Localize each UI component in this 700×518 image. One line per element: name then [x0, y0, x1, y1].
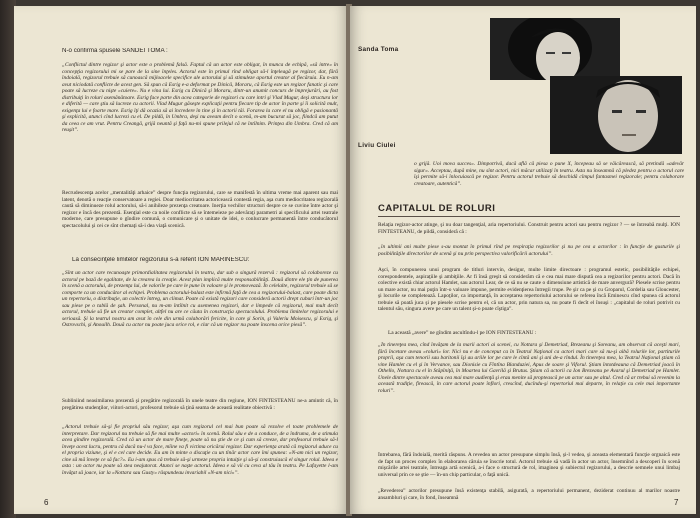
caption-sanda-toma: Sanda Toma	[358, 46, 399, 53]
quote-ultimii: „în ultimii ani multe piese s-au montat în primul rînd pe respiraţia regizorilor şi nu pe cea a actorilor : în funcţie de gusturile şi posibilităţile directorilor de scenă şi nu prin perspectiva valorificării actorului”.	[378, 244, 680, 257]
page-number-right: 7	[674, 498, 679, 507]
photo-liviu-ciulei	[550, 76, 682, 154]
paragraph-inertia: Recrudescenţa acelor „mentalităţi arhaice” despre funcţia regizorului, care se manifestă în ultima vreme mai aparent sau mai latent, denotă o reacţie conservatoare a regiei. Doar mediocritatea actoricească contestă regia, aşa cum mediocritatea regizorală caută să diminueze rolul actorului, să-i anihileze prezenţa creatoare. Inerţia vechilor structuri despre ce se cuvine între actor şi regizor e încă des prezentă. Esenţial este ca noile conflicte să se întemeieze pe adevăraţi parametri ai specificului artei teatrale moderne, care presupune o gîndire comună, o comunicare şi o unitate de idei, o conlucrare permanentă între conducătorul spectacolului şi cei ce sînt chemaţi să-i dea viaţă scenică.	[62, 190, 338, 229]
paragraph-relatia: Relaţia regizor-actor atinge, şi nu doar tangenţial, aria repertoriului. Construit pentru actori sau pentru regizor ? — se întreabă mulţi. ION FINTESTEANU, de pildă, consideră că :	[378, 222, 680, 235]
paragraph-intrebarea: Întrebarea, fără îndoială, merită răspuns. A revedea un actor presupune simplu însă, şi-l vedea, şi aceasta elementară funcţie orgnaică este de fapt un proces complex în elaborarea căruia se înscrie totul. Actorul trebuie să vadă în actor un actor, însemnînd a descoperi în scenă mişcările artei teatrale, întreaga artă scenică, a-i face o structură de rol, imaginea şi subiectul regizorului, a descrie semnele unui limbaj universal prin ce se ştie — în-un chip particular, o faţă unică.	[378, 452, 680, 478]
marinescu-intro: La consecinţele limitelor regizorului s-a referit ION MARINESCU:	[72, 257, 250, 263]
paragraph-subtle: Subliniind neasimilarea prezentă şi pregătire regizorală în unele teatre din regiune, ION FINTESTEANU ne-a amintit că, în pregătirea studenţilor, viitori-actori, profesorul trebuie să ţină seama de această realitate obiectivă :	[62, 398, 338, 411]
left-page	[14, 6, 348, 514]
paragraph-avere: La această „avere” ne gîndim ascultîndu-l pe ION FINTESTEANU :	[388, 330, 537, 336]
quote-tinerete: „În tinereţea mea, cînd învăţam de la marii actori ai scenei, cu Nottara şi Demetriad, Brezeanu şi Soreanu, am observat că aceşti mari, fără încetare aveau «roluri» lor. Nici nu e de conceput ca în Teatrul Naţional ca actori mari care să nu-şi aibă rolurile lor, partiturile proprii, aşa cum tenorii sau baritonii îşi au ariile lor pe care le cîntă ani şi ani de-a rîndul. În tinereţea mea, la Teatrul Naţional ştiam că vine Hamlet cu el şi în Vervanov, sau Dionisie cu Fîntîna Blanduziei, Apus de soare şi Viforul. Ştiam întotdeauna că Demetriad joacă în Othello, Nottara cu el în Stăpîniţă, în Moartea lui Gavrilă şi Brutus. Ştiam că actorii ca Ion Brezeanu pe Avarul şi Demetriad pe Hamlet. Unele dintre spectacole aveau cea mai mare audienţă şi erau menite să proptească pe un actor sau pe altul. Cred că ar trebui să revenim la această tradiţie, firească, în care actorul poate înflori, crescînd, ducîndu-şi repertoriul mai departe, în relaţie cu cele mai importante roluri”.	[378, 342, 680, 394]
page-number-left: 6	[44, 498, 49, 507]
quote-marinescu: „Sînt un actor care recunoaşte primordialitatea regizorului în teatru, dar sub o singură rezervă : regizorul să colaboreze cu actorul pe bază de egalitate, de la crearea la creaţie. Acest plan implică multe responsabilităţi. Două dintre ele ţin de punerea în scenă a actorului, de prezenţa lui, de valorile pe care le pune în valoare şi le promovează. În celelalte, regizorul trebuie să se comporte ca un conducător al echipei. Problema actorului-balast este infirmă faţă de cea a regizorului-balast, care poate dicta un repertoriu, o distribuţie, un colectiv întreg, un climat. Poate că există regizori care consideră actorii drept cuburi într-un joc sau piese pe o tablă de şah. Personal, nu m-am întîlnit cu asemenea regizori, dar e limpede că regizorul, mai mult decît actorul, trebuie să fie un creator complet, altfel nu are ce căuta în construcţia spectacolului. Problema limitelor regizorului e serioasă. Şi la teatrul nostru am avut în cele din urmă colaborări fericite, în care şi Sorin, şi Valeriu Moisescu, şi Esrig, şi Ostrovschi, şi Anouilh. Două cu actor nu poate juca orice rol, e clar că un regizor nu poate înscena orice piesă”.	[62, 270, 338, 328]
section-divider	[378, 216, 680, 217]
paragraph-asci: Aşci, în compunerea unui program de titluri intervin, desigur, multe limite directoare : programul estetic, posibilităţile echipei, corespondentele, aspiraţiile şi ambiţiile. Ar fi însă greşit să considerăm că e cea mai mare dispută cea a regizorilor pentru actori. Dacă în colective există chiar actorul Hamlet, sau actorul Lear, de ce să nu se caute o dimensiune artistică de mare anvergură? Piesele scrise pentru un mare actor, nu mai puţin într-o valoare impune, permite evidenţierea întregii trupe. Pe şir ca pe şi cu Groparul, Cordelia sau Gloucester, şi locurile se completează. Lapoţilor, ca importanţă, în acceptarea repertoriului actorului se referea încă Eminescu cînd spunea că actorul trebuie să poată juca şi pe piesele scrise pentru el, că un actor, prin natura sa, nu poate fi decît el însuşi : „capitalul de roluri potrivit cu talentul său, singura avere pe care un talent şi-o poate cîştiga”.	[378, 267, 680, 312]
intro-line: N-o confirmă spusele SANDEI TOMA :	[62, 48, 168, 54]
continued-text: o grijă. Uoi mova succes». Dimpotrivă, dacă află că piesa o pune X, începeau să se văicărească, să pretindă «adevăr sigur». Acceptau, după mine, nu sînt actori, nici măcar utilizaţi în teatru. Asta nu înseamnă că pledez pentru o actorul care îşi permite să-i înlocuiască pe regizor. Pentru actorul trebuie să deschidă cîmpul fantasmei regizorale; pentru colaborare creatoare, autentică”.	[414, 161, 684, 187]
section-title: CAPITALUL DE ROLURI	[378, 203, 496, 214]
quote-toma: „Conflictul dintre regizor şi actor este o problemă falsă. Faptul că un actor este obligat, în munca de echipă, «să intre» în concepţia regizorului mi se pare de la sine înţeles. Actorul este în primul rînd obligat să-l înţeleagă pe regizor, dar, fără îndoială, regizorul trebuie să cunoască mijloacele specifice ale actorului şi să stimuleze aportul creator al fiecăruia. Eu n-am avut niciodată conflicte de acest gen. Să spun că Esrig e-a deformat pe Dinică, Moraru, că Esrig este un regizor fanatic şi care poate să lucreze cu nişte «cuiere». Nu e vina lui. Esrig cu Dinică şi Moraru, dintr-un anumit concurs de împrejurări, au fost distribuiţi în roluri asemănătoare. Esrig face parte din acea categorie de regizori cu care intri şi Vlad Mugur, deşi structura lor e diferită — care ştiu să lucreze cu actorii. Vlad Mugur găseşte explicaţii pentru fiecare tip de actor în parte şi îi solicită mult, exigenţa lui e foarte mare. Esrig îţi dă ocazia să ai încredere în tine şi în actorii tăi. Forarea la care el nu obligă e pasionantă şi explicită, atunci cînd lucrezi cu el. De pildă, în Umbra, deşi nu aveam decît o scenă, m-am bucurat să joc, fiindcă am putut da ceea ce am vrut. Pentru Creangă, grijă neuntă şi faţă nu-mi spune prilejul că ne întîlnim. Prinţea din Umbra. Cred că am reuşit”.	[62, 62, 338, 133]
paragraph-revederea: „Revederea” actorilor presupune însă existenţa stabilă, asigurată, a repertoriului permanent, deziderat continuu al marilor noastre ansambluri şi care, în fond, înseamnă	[378, 488, 680, 501]
quote-fintesteanu: „Actorul trebuie să-şi fie propriul său regizor, aşa cum regizorul cel mai bun poate să rezolve el toate problemele de interpretare. Dar regizorul nu trebuie să fie mai multe «actori» în scenă. Rolul său e de a conduce, de a îndruma, de a stimula acea gîndire regizorală. Cred că un actor de mare fineţe, poate să nu ştie de ce şi cum să creeze, dar profesorul trebuie să-l înveţe acest lucru, pentru că dacă nu-l va face, mîine va fi victima oricărui regizor. Dar experienţa arată că regizorul aduce cu el propria viziune, şi el e cel care decide. Eu am în minte o discuţie cu un tînăr actor care îmi spunea: «N-am nici un regizor, cine să mă înveţe ce să fac?». Eu i-am spus că trebuie să-şi urmeze propria intuiţie şi să-şi construiască el singur rolul. Ideea e asta : un actor nu poate să stea neajutorat. Atunci se naşte actorul. Ideea e să vii cu ceva al tău în teatru. Pe Lafayette l-am învăţat să joace, iar la «Nottara sau Gusty» răspundeau invariabil «N-am nici»”.	[62, 424, 338, 476]
right-page	[350, 6, 696, 514]
caption-liviu-ciulei: Liviu Ciulei	[358, 142, 396, 149]
photo-sanda-toma	[490, 18, 620, 80]
